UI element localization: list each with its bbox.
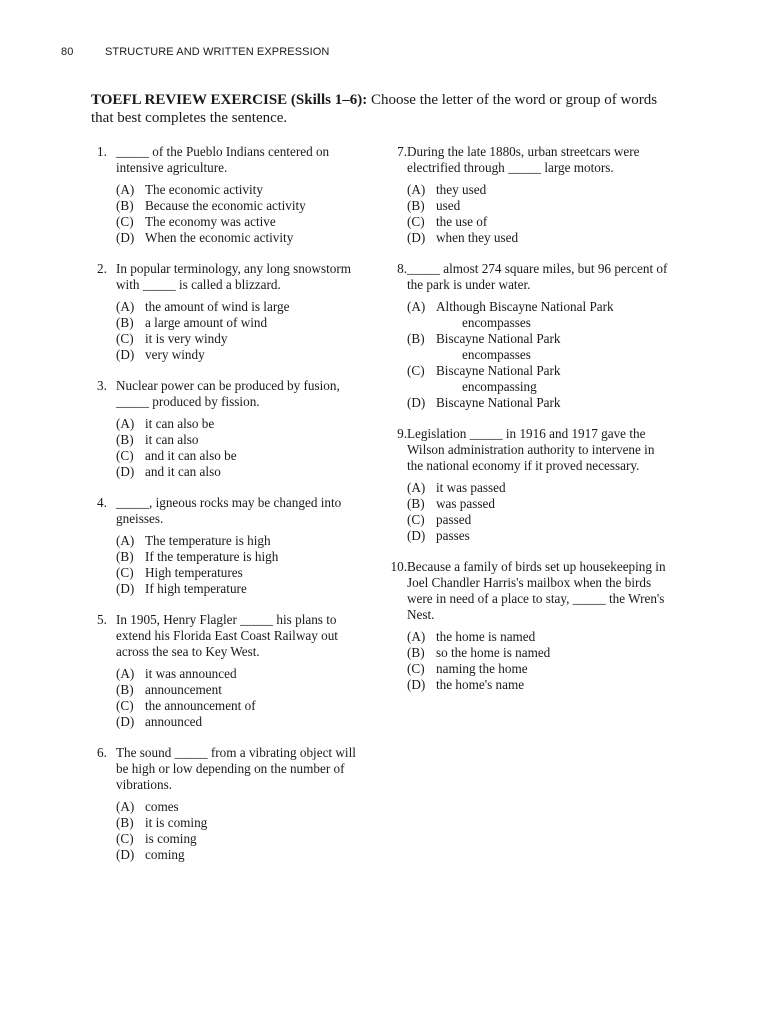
answer-options <box>97 299 363 363</box>
option-letter: (D) <box>116 347 135 362</box>
answer-option <box>116 533 363 549</box>
option-text-main: used <box>436 198 461 213</box>
answer-option <box>116 214 363 230</box>
option-text <box>436 629 669 645</box>
option-text-main: The economy was active <box>145 214 276 229</box>
question-item <box>97 378 363 480</box>
option-text-main: it can also <box>145 432 199 447</box>
answer-option <box>116 331 363 347</box>
question-number: 6. <box>97 745 107 760</box>
question-text: Because a family of birds set up housekeeping in Joel Chandler Harris's mailbox when the birds were in need of a place to stay, _____ the Wren's Nest. <box>407 559 666 622</box>
question-text: In 1905, Henry Flagler _____ his plans to extend his Florida East Coast Railway out across the sea to Key West. <box>116 612 338 659</box>
option-letter: (A) <box>407 629 426 644</box>
option-letter: (D) <box>407 528 426 543</box>
answer-option <box>407 645 669 661</box>
option-text <box>436 496 669 512</box>
option-text <box>436 395 669 411</box>
option-text-continuation: encompassing <box>462 379 537 394</box>
answer-options <box>97 416 363 480</box>
option-text-main: the home is named <box>436 629 536 644</box>
option-letter: (B) <box>116 198 134 213</box>
question-item <box>381 426 669 544</box>
option-text-main: and it can also <box>145 464 221 479</box>
option-text-main: Because the economic activity <box>145 198 306 213</box>
option-text-main: The temperature is high <box>145 533 271 548</box>
option-text <box>145 299 363 315</box>
answer-option <box>407 629 669 645</box>
answer-option <box>116 230 363 246</box>
option-text <box>436 363 669 395</box>
question-item <box>381 261 669 411</box>
option-text <box>145 533 363 549</box>
answer-option <box>407 182 669 198</box>
option-text <box>145 230 363 246</box>
answer-option <box>116 565 363 581</box>
option-text-main: it was passed <box>436 480 506 495</box>
option-text <box>145 182 363 198</box>
question-stem <box>97 612 363 660</box>
question-item <box>97 144 363 246</box>
answer-option <box>407 677 669 693</box>
option-text-main: coming <box>145 847 185 862</box>
question-number: 2. <box>97 261 107 276</box>
question-stem <box>97 261 363 293</box>
option-text <box>436 299 669 331</box>
answer-option <box>407 331 669 363</box>
option-letter: (D) <box>116 847 135 862</box>
option-text-main: passed <box>436 512 472 527</box>
answer-option <box>407 395 669 411</box>
question-text: _____, igneous rocks may be changed into gneisses. <box>116 495 342 526</box>
option-letter: (A) <box>407 299 426 314</box>
option-letter: (D) <box>116 581 135 596</box>
answer-option <box>407 299 669 331</box>
question-text: In popular terminology, any long snowstorm with _____ is called a blizzard. <box>116 261 352 292</box>
option-text-main: Biscayne National Park <box>436 363 561 378</box>
question-text: Legislation _____ in 1916 and 1917 gave the Wilson administration authority to intervene in the national economy if it proved necessary. <box>407 426 655 473</box>
answer-option <box>116 847 363 863</box>
option-text-main: High temperatures <box>145 565 243 580</box>
question-text: During the late 1880s, urban streetcars were electrified through _____ large motors. <box>407 144 640 175</box>
question-item <box>381 559 669 693</box>
option-text <box>436 480 669 496</box>
option-text <box>145 464 363 480</box>
question-text: _____ of the Pueblo Indians centered on intensive agriculture. <box>116 144 330 175</box>
option-text-main: The economic activity <box>145 182 263 197</box>
exercise-instructions <box>91 91 661 127</box>
option-text-main: and it can also be <box>145 448 237 463</box>
option-letter: (B) <box>407 645 425 660</box>
answer-option <box>116 464 363 480</box>
question-stem <box>97 495 363 527</box>
option-letter: (A) <box>116 299 135 314</box>
option-letter: (C) <box>407 214 425 229</box>
option-text-main: they used <box>436 182 487 197</box>
answer-option <box>116 815 363 831</box>
option-text <box>436 528 669 544</box>
option-text <box>145 815 363 831</box>
option-letter: (C) <box>116 565 134 580</box>
option-letter: (A) <box>116 533 135 548</box>
option-text <box>145 549 363 565</box>
answer-option <box>116 416 363 432</box>
option-text <box>436 512 669 528</box>
option-letter: (A) <box>116 416 135 431</box>
question-number: 7. <box>397 144 407 159</box>
answer-option <box>116 448 363 464</box>
option-letter: (C) <box>116 448 134 463</box>
option-text-main: it is coming <box>145 815 208 830</box>
option-letter: (D) <box>407 395 426 410</box>
option-text-main: was passed <box>436 496 495 511</box>
option-text <box>145 432 363 448</box>
answer-option <box>116 666 363 682</box>
answer-options <box>97 182 363 246</box>
option-text-main: is coming <box>145 831 197 846</box>
question-stem <box>97 144 363 176</box>
option-letter: (B) <box>116 549 134 564</box>
option-text <box>436 677 669 693</box>
option-text-main: announced <box>145 714 203 729</box>
option-text-main: Although Biscayne National Park <box>436 299 614 314</box>
option-letter: (C) <box>116 214 134 229</box>
exercise-directions: Choose the letter of the word or group of words that best completes the sentence. <box>91 92 658 126</box>
option-letter: (A) <box>116 666 135 681</box>
question-item <box>97 612 363 730</box>
option-text-main: If the temperature is high <box>145 549 279 564</box>
option-text <box>145 682 363 698</box>
option-text <box>145 581 363 597</box>
option-text-main: If high temperature <box>145 581 247 596</box>
option-text <box>145 214 363 230</box>
option-text <box>145 331 363 347</box>
option-text <box>436 230 669 246</box>
option-letter: (D) <box>407 230 426 245</box>
option-text-main: very windy <box>145 347 205 362</box>
answer-option <box>116 198 363 214</box>
option-letter: (D) <box>116 230 135 245</box>
question-item <box>97 495 363 597</box>
option-text <box>436 645 669 661</box>
option-letter: (D) <box>116 714 135 729</box>
option-letter: (A) <box>116 182 135 197</box>
answer-options <box>97 799 363 863</box>
option-text <box>145 714 363 730</box>
question-number: 8. <box>397 261 407 276</box>
option-text-main: Biscayne National Park <box>436 395 561 410</box>
question-stem <box>381 559 669 623</box>
option-text <box>145 565 363 581</box>
question-text: Nuclear power can be produced by fusion, _____ produced by fission. <box>116 378 340 409</box>
question-stem <box>97 378 363 410</box>
section-title: STRUCTURE AND WRITTEN EXPRESSION <box>105 46 330 58</box>
option-letter: (D) <box>407 677 426 692</box>
option-text <box>436 214 669 230</box>
question-text: The sound _____ from a vibrating object will be high or low depending on the number of vibrations. <box>116 745 356 792</box>
exercise-title: TOEFL REVIEW EXERCISE (Skills 1–6): <box>91 92 368 108</box>
option-text-main: so the home is named <box>436 645 551 660</box>
answer-option <box>116 698 363 714</box>
question-number: 5. <box>97 612 107 627</box>
question-stem <box>381 261 669 293</box>
option-letter: (C) <box>116 698 134 713</box>
option-letter: (C) <box>116 331 134 346</box>
answer-option <box>116 682 363 698</box>
option-text-main: the amount of wind is large <box>145 299 290 314</box>
option-text-main: comes <box>145 799 179 814</box>
answer-option <box>407 214 669 230</box>
option-text <box>145 198 363 214</box>
question-stem <box>381 426 669 474</box>
option-text <box>436 661 669 677</box>
option-text-main: passes <box>436 528 470 543</box>
option-text-main: naming the home <box>436 661 528 676</box>
answer-option <box>407 512 669 528</box>
answer-option <box>407 480 669 496</box>
option-text <box>145 698 363 714</box>
question-stem <box>381 144 669 176</box>
answer-options <box>381 629 669 693</box>
answer-option <box>116 182 363 198</box>
option-text <box>145 416 363 432</box>
option-text-continuation: encompasses <box>462 315 531 330</box>
answer-option <box>116 714 363 730</box>
option-letter: (B) <box>116 815 134 830</box>
option-text-main: it is very windy <box>145 331 228 346</box>
option-text <box>436 182 669 198</box>
answer-option <box>407 230 669 246</box>
option-text-main: Biscayne National Park <box>436 331 561 346</box>
answer-option <box>116 299 363 315</box>
question-item <box>381 144 669 246</box>
option-letter: (B) <box>407 331 425 346</box>
option-letter: (A) <box>116 799 135 814</box>
answer-option <box>116 432 363 448</box>
answer-options <box>97 666 363 730</box>
option-letter: (D) <box>116 464 135 479</box>
option-text <box>145 799 363 815</box>
option-letter: (B) <box>116 315 134 330</box>
answer-options <box>381 480 669 544</box>
option-letter: (B) <box>116 432 134 447</box>
answer-option <box>407 496 669 512</box>
question-number: 1. <box>97 144 107 159</box>
option-text <box>145 347 363 363</box>
answer-option <box>116 581 363 597</box>
question-text: _____ almost 274 square miles, but 96 percent of the park is under water. <box>407 261 668 292</box>
answer-option <box>407 528 669 544</box>
option-text-main: announcement <box>145 682 222 697</box>
option-letter: (C) <box>116 831 134 846</box>
question-number: 10. <box>390 559 407 574</box>
answer-option <box>407 198 669 214</box>
question-number: 9. <box>397 426 407 441</box>
option-letter: (C) <box>407 363 425 378</box>
option-text-main: a large amount of wind <box>145 315 268 330</box>
option-text-main: the announcement of <box>145 698 256 713</box>
option-text-main: it was announced <box>145 666 237 681</box>
option-text-continuation: encompasses <box>462 347 531 362</box>
option-text-main: the home's name <box>436 677 525 692</box>
answer-option <box>116 315 363 331</box>
left-column <box>97 144 363 878</box>
option-letter: (C) <box>407 661 425 676</box>
right-column <box>381 144 669 708</box>
answer-option <box>116 347 363 363</box>
answer-option <box>116 831 363 847</box>
question-number: 4. <box>97 495 107 510</box>
option-text-main: When the economic activity <box>145 230 294 245</box>
answer-option <box>116 799 363 815</box>
option-text-main: the use of <box>436 214 488 229</box>
option-letter: (B) <box>407 496 425 511</box>
answer-options <box>381 182 669 246</box>
answer-option <box>116 549 363 565</box>
question-item <box>97 745 363 863</box>
answer-options <box>381 299 669 411</box>
question-item <box>97 261 363 363</box>
option-text <box>436 331 669 363</box>
option-text <box>145 315 363 331</box>
answer-options <box>97 533 363 597</box>
option-letter: (B) <box>116 682 134 697</box>
option-letter: (B) <box>407 198 425 213</box>
option-text-main: it can also be <box>145 416 215 431</box>
option-text <box>145 831 363 847</box>
answer-option <box>407 363 669 395</box>
question-stem <box>97 745 363 793</box>
option-letter: (C) <box>407 512 425 527</box>
option-letter: (A) <box>407 182 426 197</box>
option-letter: (A) <box>407 480 426 495</box>
option-text-main: when they used <box>436 230 519 245</box>
option-text <box>436 198 669 214</box>
option-text <box>145 448 363 464</box>
question-number: 3. <box>97 378 107 393</box>
option-text <box>145 666 363 682</box>
page-header <box>61 46 329 58</box>
option-text <box>145 847 363 863</box>
answer-option <box>407 661 669 677</box>
page-number: 80 <box>61 46 74 58</box>
